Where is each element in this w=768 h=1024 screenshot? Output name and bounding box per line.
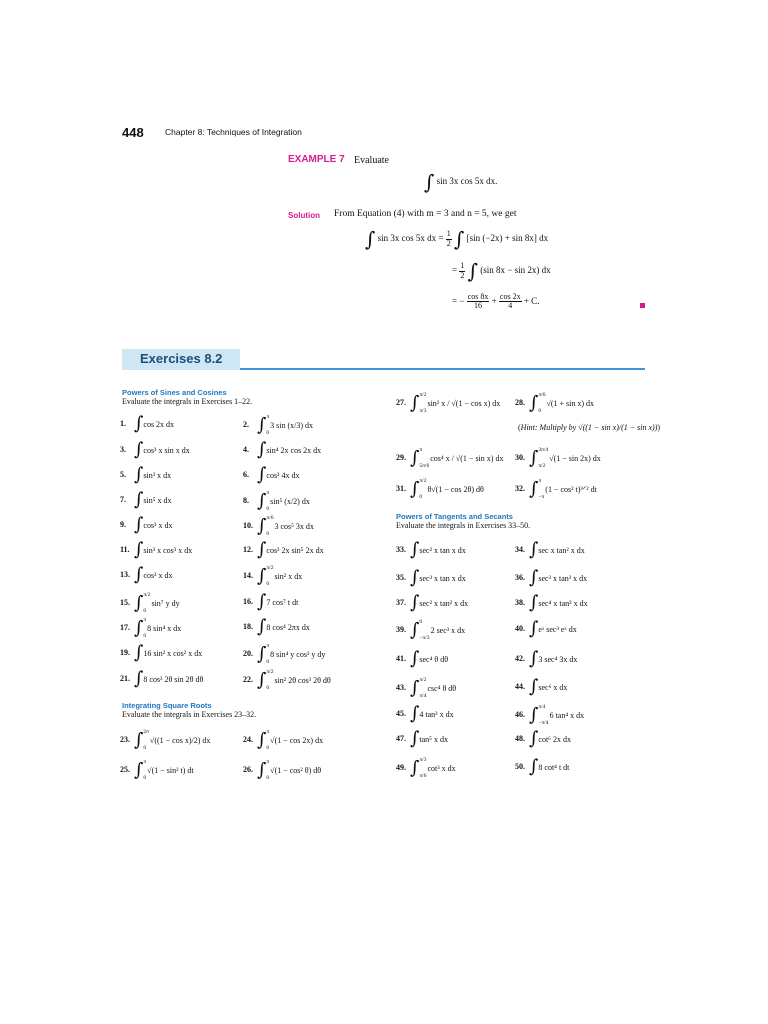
integral-sign: ∫: [257, 515, 267, 537]
integral-limits: π/2 0: [266, 565, 274, 587]
exercise-number: 36.: [515, 572, 525, 582]
exercise-number: 25.: [120, 765, 130, 775]
integral-limits: π 0: [266, 729, 270, 751]
exercise-number: 18.: [243, 621, 253, 631]
integral-sign: ∫: [257, 490, 267, 512]
exercise-41: [396, 650, 448, 668]
exercise-number: 14.: [243, 571, 253, 581]
running-head: Chapter 8: Techniques of Integration: [165, 127, 302, 137]
exercise-integrand: 3 sin (x/3) dx: [270, 421, 314, 430]
example-integral: [424, 172, 497, 192]
integral-sign: ∫: [529, 592, 539, 613]
exercise-25: [120, 760, 194, 781]
exercise-number: 32.: [515, 484, 525, 494]
exercise-integrand: sec² x tan² x dx: [419, 598, 469, 608]
exercise-integrand: cos² x dx: [143, 570, 173, 580]
integral-sign: ∫: [410, 392, 420, 414]
integral-sign: ∫: [257, 414, 267, 436]
exercise-number: 30.: [515, 453, 525, 463]
integral-sign: ∫: [529, 392, 539, 414]
exercise-9: [120, 516, 172, 534]
integral-sign: ∫: [529, 618, 539, 639]
exercise-integrand: sin³ x dx: [143, 470, 172, 480]
exercise-integrand: cos³ x sin x dx: [143, 445, 190, 455]
exercise-31: [396, 479, 484, 500]
exercise-6: [243, 466, 299, 484]
exercise-integrand: sin⁵ (x/2) dx: [270, 497, 310, 506]
exercise-integrand: sec³ x tan x dx: [419, 573, 466, 583]
exercise-integrand: 3 cos⁵ 3x dx: [274, 522, 314, 531]
exercise-number: 13.: [120, 569, 130, 579]
exercise-10: [243, 516, 314, 537]
integral-sign: ∫: [529, 756, 539, 777]
exercise-integrand: cos³ 2x sin⁵ 2x dx: [266, 545, 324, 555]
integral-sign: ∫: [454, 227, 465, 251]
exercise-number: 5.: [120, 469, 126, 479]
exercise-number: 4.: [243, 444, 249, 454]
exercise-20: [243, 644, 325, 665]
integral-sign: ∫: [134, 464, 144, 485]
exercise-number: 41.: [396, 653, 406, 663]
exercise-12: [243, 541, 324, 559]
exercise-integrand: cos³ 4x dx: [266, 470, 300, 480]
exercise-46: [515, 705, 584, 726]
exercise-number: 10.: [243, 521, 253, 531]
exercise-45: [396, 705, 454, 723]
exercise-23: [120, 730, 210, 751]
exercise-number: 37.: [396, 597, 406, 607]
exercise-36: [515, 569, 587, 587]
exercise-number: 46.: [515, 710, 525, 720]
exercise-integrand: cot⁶ 2x dx: [538, 734, 571, 744]
integral-sign: ∫: [410, 447, 420, 469]
exercise-number: 2.: [243, 420, 249, 430]
half-fraction: $\frac{1}{2}$: [446, 229, 451, 248]
exercise-integrand: tan⁵ x dx: [419, 734, 448, 744]
exercise-26: [243, 760, 321, 781]
exercise-number: 40.: [515, 623, 525, 633]
exercise-number: 31.: [396, 484, 406, 494]
integral-sign: ∫: [134, 489, 144, 510]
exercise-28: [515, 393, 594, 414]
exercise-17: [120, 618, 181, 639]
exercise-47: [396, 730, 448, 748]
exercise-7: [120, 491, 172, 509]
exercise-48: [515, 730, 571, 748]
exercise-integrand: sin³ x cos³ x dx: [143, 545, 193, 555]
exercise-18: [243, 618, 310, 636]
exercise-42: [515, 650, 577, 668]
exercise-number: 19.: [120, 647, 130, 657]
exercise-integrand: sin⁴ 2x cos 2x dx: [266, 445, 322, 455]
exercise-number: 9.: [120, 519, 126, 529]
integral-limits: 3π/4 π/2: [538, 447, 549, 469]
exercise-2: [243, 415, 313, 436]
exercise-integrand: 16 sin² x cos² x dx: [143, 648, 203, 658]
integral-sign: ∫: [529, 648, 539, 669]
example-evaluate-text: Evaluate: [354, 155, 389, 166]
exercise-number: 49.: [396, 763, 406, 773]
exercise-number: 43.: [396, 683, 406, 693]
exercise-number: 24.: [243, 735, 253, 745]
exercise-21: [120, 670, 203, 688]
exercise-24: [243, 730, 323, 751]
integral-limits: π 0: [143, 617, 147, 639]
half-fraction: $\frac{1}{2}$: [460, 261, 465, 280]
exercise-number: 15.: [120, 598, 130, 608]
integral-sign: ∫: [134, 539, 144, 560]
exercise-integrand: sec⁶ x dx: [538, 682, 568, 692]
exercise-number: 29.: [396, 453, 406, 463]
exercise-integrand: θ√(1 − cos 2θ) dθ: [427, 485, 484, 494]
exercise-number: 48.: [515, 733, 525, 743]
integral-sign: ∫: [134, 642, 144, 663]
section-sines-cosines-desc: Evaluate the integrals in Exercises 1–22.: [122, 397, 253, 406]
integral-sign: ∫: [529, 728, 539, 749]
exercise-number: 11.: [120, 544, 130, 554]
exercise-44: [515, 678, 567, 696]
integral-sign: ∫: [529, 478, 539, 500]
integral-limits: π/6 0: [266, 515, 274, 537]
exercise-integrand: 8 sin⁴ x dx: [147, 624, 182, 633]
exercise-integrand: csc⁴ θ dθ: [427, 684, 457, 693]
integral-limits: π −π: [538, 478, 545, 500]
exercise-integrand: √((1 − cos x)/2) dx: [149, 736, 211, 745]
exercise-39: [396, 620, 465, 641]
exercise-4: [243, 441, 321, 459]
exercise-number: 16.: [243, 596, 253, 606]
exercise-number: 27.: [396, 398, 406, 408]
exercise-number: 22.: [243, 675, 253, 685]
exercise-number: 44.: [515, 681, 525, 691]
integral-sign: ∫: [529, 704, 539, 726]
integral-limits: 2π 0: [143, 729, 149, 751]
exercise-integrand: sec x tan² x dx: [538, 545, 585, 555]
integral-sign: ∫: [529, 539, 539, 560]
solution-line1-lhs: sin 3x cos 5x dx =: [377, 233, 444, 244]
exercise-integrand: √(1 − sin 2x) dx: [549, 454, 601, 463]
exercise-integrand: sin⁷ y dy: [151, 599, 180, 608]
integral-sign: ∫: [257, 616, 267, 637]
exercise-15: [120, 593, 180, 614]
integral-sign: ∫: [134, 759, 144, 781]
exercise-integrand: (1 − cos² t)³ᐟ² dt: [545, 485, 597, 494]
exercise-integrand: sec³ x tan³ x dx: [538, 573, 588, 583]
integral-sign: ∫: [410, 592, 420, 613]
integral-sign: ∫: [257, 464, 267, 485]
exercise-38: [515, 594, 588, 612]
integral-sign: ∫: [410, 757, 420, 779]
exercise-13: [120, 566, 172, 584]
integral-sign: ∫: [410, 648, 420, 669]
exercise-number: 50.: [515, 761, 525, 771]
integral-sign: ∫: [257, 591, 267, 612]
integral-sign: ∫: [410, 478, 420, 500]
exercise-integrand: sin² x / √(1 − cos x) dx: [427, 399, 501, 408]
integral-sign: ∫: [410, 728, 420, 749]
page-number: 448: [122, 125, 144, 140]
solution-label: Solution: [288, 211, 320, 220]
exercise-number: 35.: [396, 572, 406, 582]
integral-limits: π/6 0: [538, 392, 546, 414]
exercise-integrand: 7 cos⁷ t dt: [266, 597, 299, 607]
integral-sign: ∫: [134, 668, 144, 689]
exercise-integrand: 8 cos³ 2θ sin 2θ dθ: [143, 674, 204, 684]
exercise-number: 34.: [515, 544, 525, 554]
integral-sign: ∫: [134, 617, 144, 639]
cos8x-fraction: $\frac{\cos 8x}{16}$: [467, 292, 489, 311]
integral-limits: π 0: [266, 490, 270, 512]
exercise-8: [243, 491, 310, 512]
integral-sign: ∫: [134, 514, 144, 535]
integral-sign: ∫: [365, 227, 376, 251]
integral-limits: 0 −π/3: [419, 619, 430, 641]
integral-sign: ∫: [134, 564, 144, 585]
integral-sign: ∫: [424, 170, 435, 194]
exercise-integrand: sin² x dx: [274, 572, 303, 581]
exercise-number: 21.: [120, 673, 130, 683]
exercise-integrand: 6 tan⁴ x dx: [549, 711, 585, 720]
integral-limits: π/2 0: [419, 478, 427, 500]
integral-sign: ∫: [134, 413, 144, 434]
example-label: EXAMPLE 7: [288, 154, 345, 165]
end-of-example-square-icon: [640, 303, 645, 308]
integral-sign: ∫: [529, 447, 539, 469]
integral-sign: ∫: [529, 567, 539, 588]
exercise-number: 47.: [396, 733, 406, 743]
exercise-35: [396, 569, 466, 587]
integral-sign: ∫: [134, 729, 144, 751]
exercise-number: 45.: [396, 708, 406, 718]
integral-limits: π/2 0: [143, 592, 151, 614]
exercise-number: 7.: [120, 494, 126, 504]
integral-limits: π/2 0: [266, 669, 274, 691]
integral-limits: π/2 π/3: [419, 392, 427, 414]
integral-sign: ∫: [257, 729, 267, 751]
exercise-number: 3.: [120, 444, 126, 454]
exercise-number: 39.: [396, 625, 406, 635]
exercise-19: [120, 644, 202, 662]
example-integrand: sin 3x cos 5x dx.: [436, 176, 498, 187]
exercise-number: 26.: [243, 765, 253, 775]
exercise-integrand: sin² 2θ cos³ 2θ dθ: [274, 676, 331, 685]
exercise-number: 42.: [515, 653, 525, 663]
exercise-integrand: eˣ sec³ eˣ dx: [538, 624, 577, 634]
exercise-1: [120, 415, 174, 433]
exercise-number: 28.: [515, 398, 525, 408]
integral-limits: π/2 π/4: [419, 677, 427, 699]
integral-sign: ∫: [257, 669, 267, 691]
integral-sign: ∫: [134, 592, 144, 614]
integral-sign: ∫: [257, 565, 267, 587]
integral-limits: π 0: [266, 759, 270, 781]
section-square-roots-desc: Evaluate the integrals in Exercises 23–32.: [122, 710, 257, 719]
integral-sign: ∫: [257, 759, 267, 781]
section-tangents-secants-desc: Evaluate the integrals in Exercises 33–50.: [396, 521, 531, 530]
exercise-integrand: sec⁴ x tan² x dx: [538, 598, 588, 608]
exercises-rule: [240, 368, 645, 370]
exercise-33: [396, 541, 466, 559]
exercise-30: [515, 448, 601, 469]
exercise-27: [396, 393, 500, 414]
exercise-integrand: √(1 − sin² t) dt: [147, 766, 194, 775]
integral-sign: ∫: [467, 259, 478, 283]
exercise-integrand: 8 cos⁴ 2πx dx: [266, 622, 310, 632]
integral-sign: ∫: [410, 619, 420, 641]
exercise-integrand: sin⁵ x dx: [143, 495, 172, 505]
exercise-integrand: √(1 − cos² θ) dθ: [270, 766, 322, 775]
integral-sign: ∫: [529, 676, 539, 697]
exercise-number: 33.: [396, 544, 406, 554]
exercise-integrand: √(1 + sin x) dx: [546, 399, 595, 408]
cos2x-fraction: $\frac{\cos 2x}{4}$: [499, 292, 521, 311]
exercise-14: [243, 566, 302, 587]
exercise-integrand: cot³ x dx: [427, 764, 456, 773]
exercise-number: 6.: [243, 469, 249, 479]
exercise-3: [120, 441, 190, 459]
exercise-5: [120, 466, 171, 484]
exercise-number: 1.: [120, 418, 126, 428]
exercise-16: [243, 593, 298, 611]
solution-text: From Equation (4) with m = 3 and n = 5, we get: [334, 209, 517, 219]
exercise-49: [396, 758, 456, 779]
exercise-number: 17.: [120, 623, 130, 633]
integral-limits: π/3 π/6: [419, 757, 427, 779]
exercise-32: [515, 479, 597, 500]
exercise-integrand: cos 2x dx: [143, 419, 175, 429]
exercise-number: 38.: [515, 597, 525, 607]
integral-sign: ∫: [134, 439, 144, 460]
exercise-43: [396, 678, 456, 699]
exercise-integrand: 8 sin⁴ y cos² y dy: [270, 650, 326, 659]
exercises-title: Exercises 8.2: [140, 351, 223, 366]
section-square-roots-title: Integrating Square Roots: [122, 701, 212, 710]
integral-limits: π 0: [266, 414, 270, 436]
exercise-11: [120, 541, 192, 559]
integral-sign: ∫: [257, 439, 267, 460]
integral-sign: ∫: [410, 703, 420, 724]
integral-limits: π/4 −π/4: [538, 704, 549, 726]
integral-limits: π 5π/6: [419, 447, 430, 469]
solution-line-1: [365, 229, 548, 249]
exercise-50: [515, 758, 569, 776]
integral-limits: π 0: [266, 643, 270, 665]
solution-line-2: = $\frac{1}{2}$ ∫ (sin 8x − sin 2x) dx: [452, 259, 551, 283]
exercise-29: [396, 448, 503, 469]
integral-sign: ∫: [257, 643, 267, 665]
exercise-number: 8.: [243, 496, 249, 506]
solution-line-3: = − $\frac{\cos 8x}{16}$ + $\frac{\cos 2x}{4}$ + C.: [452, 292, 540, 311]
exercise-37: [396, 594, 468, 612]
hint-28: (Hint: Multiply by √((1 − sin x)/(1 − sin x))): [518, 423, 661, 432]
exercise-40: [515, 620, 577, 638]
exercise-integrand: √(1 − cos 2x) dx: [270, 736, 324, 745]
exercise-integrand: cos⁴ x / √(1 − sin x) dx: [430, 454, 504, 463]
exercise-integrand: cos³ x dx: [143, 520, 173, 530]
exercise-number: 12.: [243, 544, 253, 554]
exercise-34: [515, 541, 585, 559]
section-sines-cosines-title: Powers of Sines and Cosines: [122, 388, 227, 397]
integral-limits: π 0: [143, 759, 147, 781]
integral-sign: ∫: [257, 539, 267, 560]
solution-line2-rhs: (sin 8x − sin 2x) dx: [480, 265, 551, 276]
exercise-integrand: sec⁴ θ dθ: [419, 654, 449, 664]
exercise-integrand: 3 sec⁴ 3x dx: [538, 654, 578, 664]
exercise-integrand: 4 tan³ x dx: [419, 709, 454, 719]
exercise-integrand: 8 cot⁴ t dt: [538, 762, 570, 772]
solution-line1-rhs: [sin (−2x) + sin 8x] dx: [466, 233, 549, 244]
exercise-number: 23.: [120, 735, 130, 745]
integral-sign: ∫: [410, 539, 420, 560]
integral-sign: ∫: [410, 567, 420, 588]
exercise-number: 20.: [243, 649, 253, 659]
exercise-22: [243, 670, 331, 691]
exercise-integrand: 2 sec³ x dx: [430, 626, 466, 635]
section-tangents-secants-title: Powers of Tangents and Secants: [396, 512, 513, 521]
integral-sign: ∫: [410, 677, 420, 699]
exercise-integrand: sec² x tan x dx: [419, 545, 466, 555]
